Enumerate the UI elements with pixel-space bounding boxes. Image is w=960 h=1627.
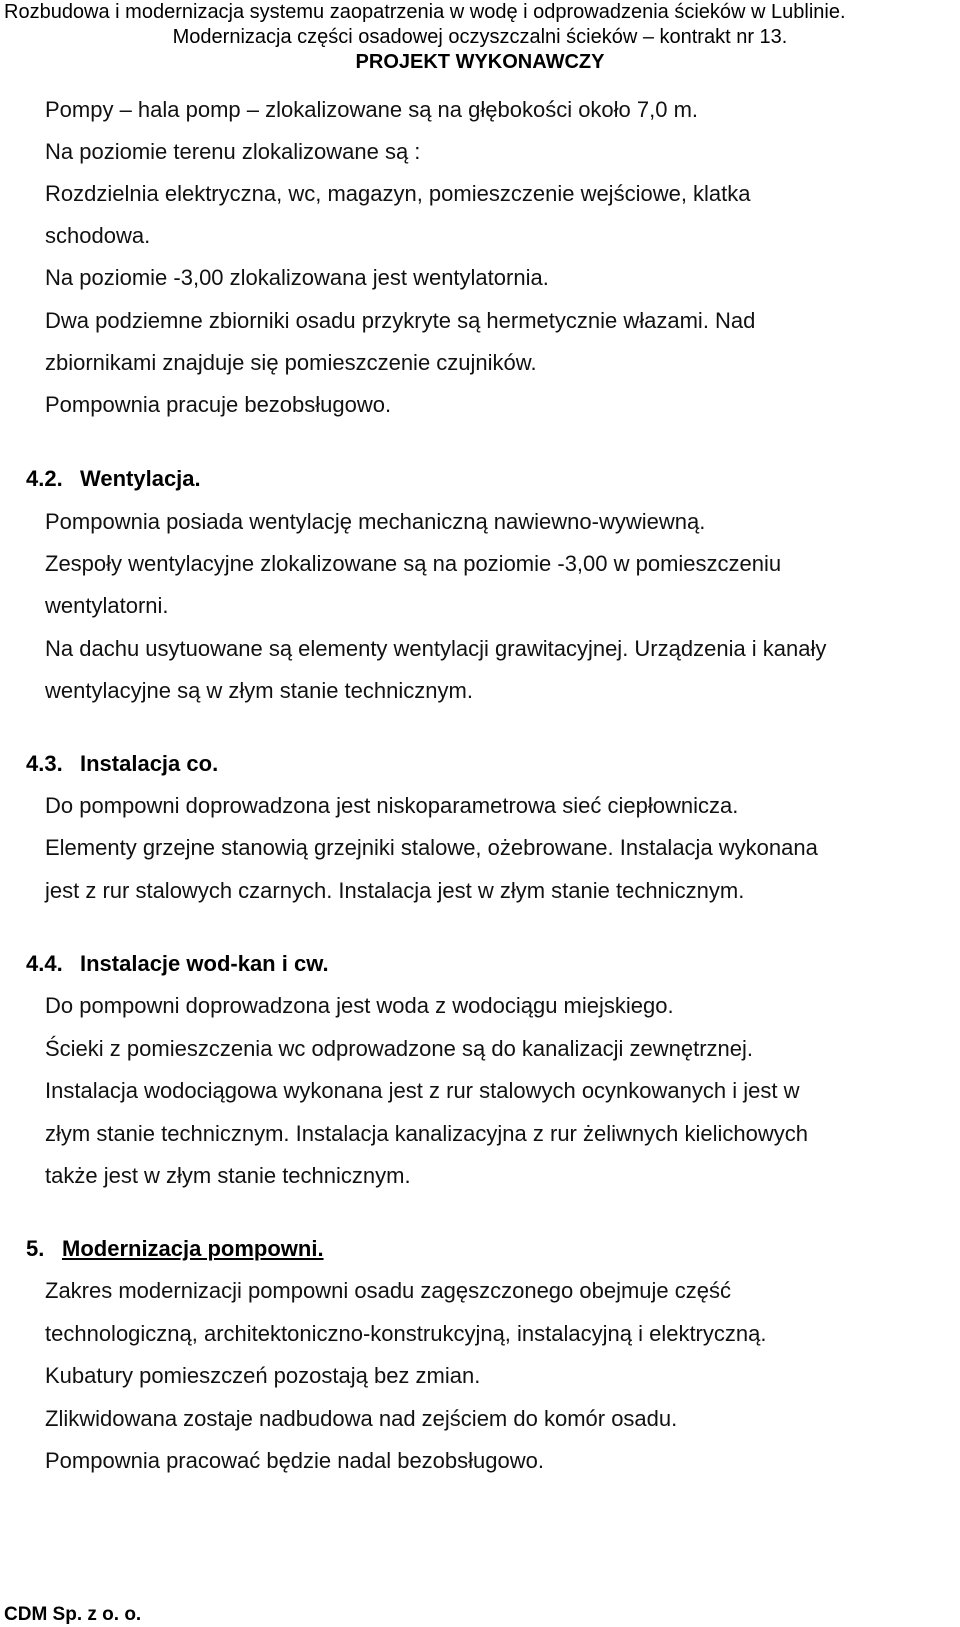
section-4-4-line: także jest w złym stanie technicznym. — [45, 1163, 411, 1188]
section-4-4-line: Instalacja wodociągowa wykonana jest z rur stalowych ocynkowanych i jest w — [45, 1078, 800, 1103]
intro-line: Pompownia pracuje bezobsługowo. — [45, 392, 392, 417]
section-title: Modernizacja pompowni. — [62, 1236, 324, 1261]
section-5-line: technologiczną, architektoniczno-konstrukcyjną, instalacyjną i elektryczną. — [45, 1321, 767, 1346]
section-heading-4-4 — [26, 950, 329, 978]
section-heading-5 — [26, 1235, 324, 1263]
section-4-2-line: Na dachu usytuowane są elementy wentylacji grawitacyjnej. Urządzenia i kanały — [45, 636, 827, 661]
section-5-line: Pompownia pracować będzie nadal bezobsługowo. — [45, 1448, 544, 1473]
section-title: Wentylacja. — [80, 466, 201, 491]
intro-line: Dwa podziemne zbiorniki osadu przykryte są hermetycznie włazami. Nad — [45, 308, 756, 333]
section-5-line: Zakres modernizacji pompowni osadu zagęszczonego obejmuje część — [45, 1278, 732, 1303]
intro-line: Rozdzielnia elektryczna, wc, magazyn, pomieszczenie wejściowe, klatka — [45, 181, 751, 206]
section-4-2-line: Pompownia posiada wentylację mechaniczną nawiewno-wywiewną. — [45, 509, 706, 534]
footer-company: CDM Sp. z o. o. — [4, 1604, 142, 1625]
section-4-2-line: wentylatorni. — [45, 593, 169, 618]
header-project-type: PROJEKT WYKONAWCZY — [355, 51, 605, 73]
intro-line: schodowa. — [45, 223, 151, 248]
section-number: 4.3. — [26, 751, 63, 776]
section-4-4-line: Do pompowni doprowadzona jest woda z wodociągu miejskiego. — [45, 993, 674, 1018]
intro-line: Pompy – hala pomp – zlokalizowane są na głębokości około 7,0 m. — [45, 97, 699, 122]
section-5-line: Kubatury pomieszczeń pozostają bez zmian. — [45, 1363, 481, 1388]
intro-line: Na poziomie terenu zlokalizowane są : — [45, 139, 421, 164]
header-project-line: Rozbudowa i modernizacja systemu zaopatrzenia w wodę i odprowadzenia ścieków w Lublinie. — [4, 1, 846, 23]
section-number: 5. — [26, 1236, 45, 1261]
section-number: 4.2. — [26, 466, 63, 491]
intro-line: Na poziomie -3,00 zlokalizowana jest wentylatornia. — [45, 265, 549, 290]
section-4-2-line: wentylacyjne są w złym stanie technicznym. — [45, 678, 473, 703]
intro-line: zbiornikami znajduje się pomieszczenie czujników. — [45, 350, 537, 375]
page-header — [0, 0, 960, 75]
section-heading-4-2 — [26, 465, 201, 493]
section-title: Instalacja co. — [80, 751, 219, 776]
section-4-4-line: Ścieki z pomieszczenia wc odprowadzone są do kanalizacji zewnętrznej. — [45, 1036, 754, 1061]
section-4-3-line: Do pompowni doprowadzona jest niskoparametrowa sieć ciepłownicza. — [45, 793, 739, 818]
section-4-3-line: jest z rur stalowych czarnych. Instalacja jest w złym stanie technicznym. — [45, 878, 745, 903]
section-4-2-line: Zespoły wentylacyjne zlokalizowane są na poziomie -3,00 w pomieszczeniu — [45, 551, 782, 576]
section-5-line: Zlikwidowana zostaje nadbudowa nad zejściem do komór osadu. — [45, 1406, 678, 1431]
section-4-4-line: złym stanie technicznym. Instalacja kanalizacyjna z rur żeliwnych kielichowych — [45, 1121, 808, 1146]
section-heading-4-3 — [26, 750, 218, 778]
header-contract-line: Modernizacja części osadowej oczyszczalni ścieków – kontrakt nr 13. — [172, 26, 788, 48]
section-4-3-line: Elementy grzejne stanowią grzejniki stalowe, ożebrowane. Instalacja wykonana — [45, 835, 818, 860]
section-number: 4.4. — [26, 951, 63, 976]
section-title: Instalacje wod-kan i cw. — [80, 951, 329, 976]
